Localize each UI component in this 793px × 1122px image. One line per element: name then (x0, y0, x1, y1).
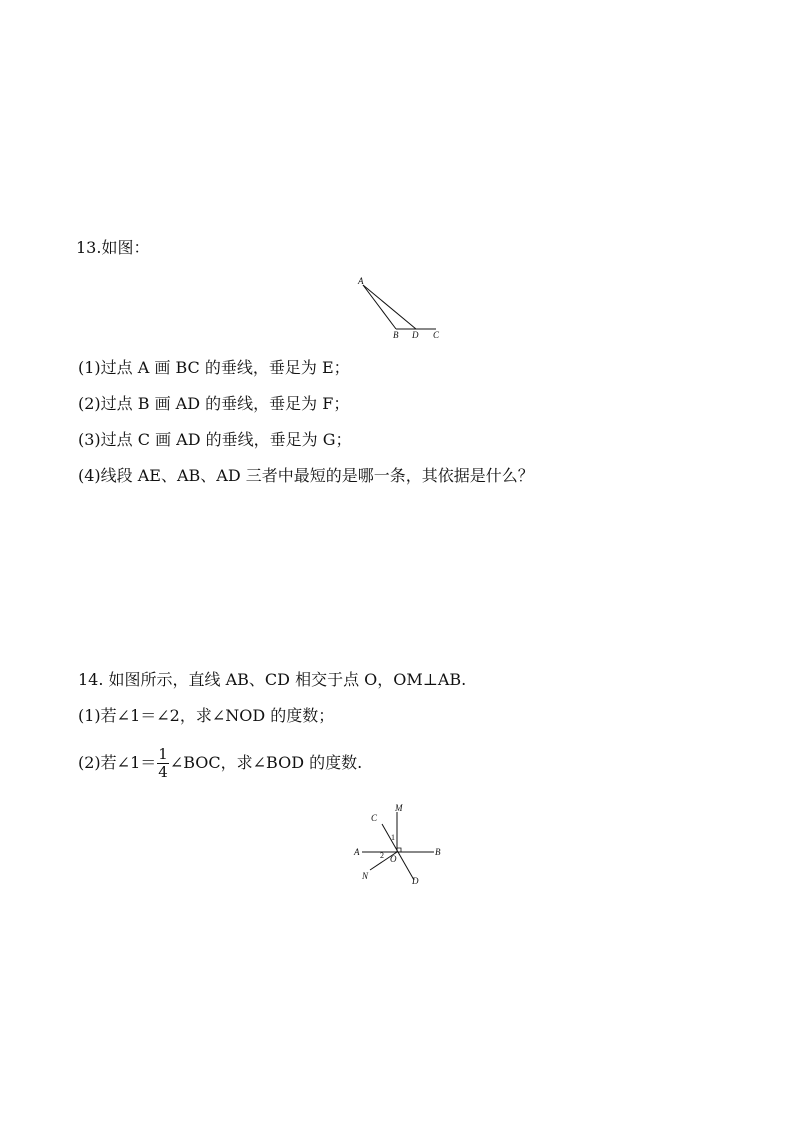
label-A: A (354, 847, 360, 857)
label-D: D (412, 330, 419, 340)
label-N: N (362, 871, 369, 881)
segment-AD (363, 285, 416, 329)
fraction-denominator: 4 (158, 763, 168, 781)
q13-item-4: (4)线段 AE、AB、AD 三者中最短的是哪一条，其依据是什么？ (78, 466, 534, 485)
label-C: C (371, 813, 378, 823)
label-M: M (395, 803, 403, 813)
fraction-numerator: 1 (158, 745, 168, 763)
q13-item-3: (3)过点 C 画 AD 的垂线，垂足为 G； (78, 430, 352, 449)
q14-item-1: (1)若∠1＝∠2，求∠NOD 的度数； (78, 706, 335, 725)
q14-figure-intersecting-lines (350, 800, 450, 890)
q14-item-2 (78, 744, 362, 782)
q13-item-1: (1)过点 A 画 BC 的垂线，垂足为 E； (78, 358, 350, 377)
q13-item-2: (2)过点 B 画 AD 的垂线，垂足为 F； (78, 394, 350, 413)
question-13-title: 13.如图： (76, 238, 150, 257)
q13-figure-triangle (352, 274, 452, 342)
fraction (157, 746, 169, 781)
segment-AB (363, 285, 396, 329)
label-B: B (435, 847, 441, 857)
question-14-title: 14. 如图所示，直线 AB、CD 相交于点 O，OM⊥AB. (78, 670, 467, 689)
label-A: A (358, 276, 364, 286)
q14-item-2-prefix: (2)若∠1＝ (78, 753, 157, 772)
label-C: C (433, 330, 440, 340)
q14-item-2-suffix: ∠BOC，求∠BOD 的度数. (169, 753, 363, 772)
angle-label-1: 1 (391, 833, 395, 842)
label-B: B (393, 330, 399, 340)
angle-label-2: 2 (380, 851, 384, 860)
label-D: D (412, 876, 419, 886)
label-O: O (390, 854, 397, 864)
